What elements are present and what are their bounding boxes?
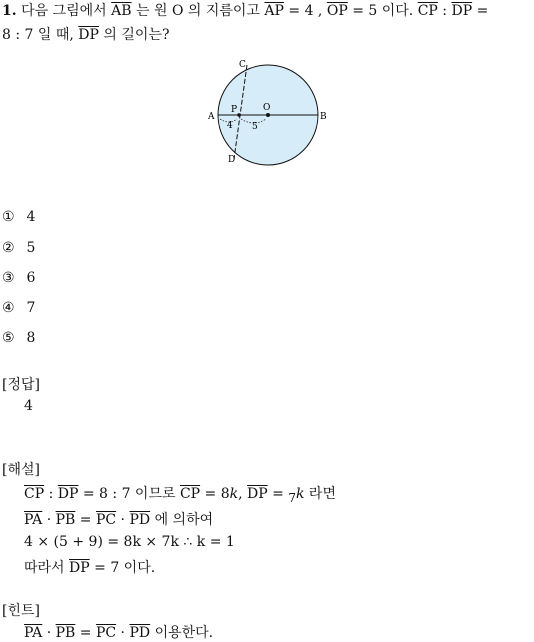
choice-1[interactable]: [2, 209, 35, 225]
choice-value: 6: [26, 270, 36, 286]
hint-text: =: [75, 625, 96, 641]
segment-pa: $\overline{PA}$: [24, 512, 43, 528]
circle-figure: [200, 55, 335, 170]
sol-text: ,: [238, 486, 248, 502]
segment-op: $\overline{OP}$: [326, 3, 348, 19]
sol-text: = 7 이다.: [89, 560, 156, 576]
choice-mark: ⑤: [2, 330, 15, 346]
label-length-4: 4: [227, 121, 233, 131]
segment-pb: $\overline{PB}$: [55, 625, 76, 641]
problem-text: 의 길이는?: [103, 27, 170, 43]
point-o: [266, 113, 270, 117]
segment-pd: $\overline{PD}$: [129, 625, 151, 641]
segment-cp: $\overline{CP}$: [417, 3, 438, 19]
hint-text: ·: [116, 625, 130, 641]
problem-line-2: [2, 24, 169, 44]
segment-dp: $\overline{DP}$: [451, 3, 473, 19]
segment-ab: $\overline{AB}$: [111, 3, 132, 19]
segment-pd: $\overline{PD}$: [129, 512, 151, 528]
answer-value: 4: [24, 398, 33, 414]
solution-line-2: [24, 509, 213, 529]
segment-dp: $\overline{DP}$: [247, 486, 268, 502]
choice-value: 8: [26, 330, 36, 346]
sol-text: 라면: [304, 486, 336, 502]
label-d: D: [228, 155, 236, 165]
choice-mark: ②: [2, 240, 15, 256]
sol-text: = 8: [200, 486, 230, 502]
choice-2[interactable]: [2, 240, 35, 256]
label-a: A: [208, 112, 215, 122]
problem-text: 8 : 7 일 때,: [2, 27, 74, 43]
label-b: B: [320, 112, 327, 122]
sub-7: 7: [288, 490, 296, 505]
label-length-5: 5: [252, 122, 258, 132]
choice-value: 4: [26, 209, 36, 225]
segment-dp: $\overline{DP}$: [57, 486, 79, 502]
sol-text: 에 의하여: [150, 512, 214, 528]
label-o: O: [263, 103, 271, 113]
hint-text: 이용한다.: [150, 625, 214, 641]
sol-text: 따라서: [24, 560, 70, 576]
problem-number: 1.: [2, 3, 17, 19]
choice-4[interactable]: [2, 300, 35, 316]
problem-text: = 4 ,: [288, 3, 323, 19]
segment-pb: $\overline{PB}$: [55, 512, 76, 528]
choice-value: 7: [26, 300, 36, 316]
segment-pa: $\overline{PA}$: [24, 625, 43, 641]
segment-cp: $\overline{CP}$: [179, 486, 201, 502]
solution-heading: [해설]: [2, 462, 40, 478]
label-p: P: [231, 105, 238, 115]
choice-mark: ①: [2, 209, 15, 225]
hint-text: ·: [42, 625, 56, 641]
segment-dp: $\overline{DP}$: [78, 27, 99, 43]
sol-text: = 8 : 7 이므로: [78, 486, 180, 502]
choice-mark: ③: [2, 270, 15, 286]
point-p: [237, 113, 241, 117]
solution-line-1: [24, 483, 336, 505]
label-c: C: [239, 60, 246, 70]
sol-text: =: [75, 512, 96, 528]
segment-pc: $\overline{PC}$: [95, 512, 117, 528]
problem-text: :: [442, 3, 448, 19]
sol-text: ·: [116, 512, 130, 528]
solution-line-4: [24, 557, 155, 577]
problem-text: =: [476, 3, 489, 19]
answer-heading: [정답]: [2, 377, 40, 393]
sol-text: :: [44, 486, 58, 502]
problem-line-1: [2, 0, 488, 20]
segment-pc: $\overline{PC}$: [95, 625, 117, 641]
problem-text: 는 원 O 의 지름이고: [136, 3, 260, 19]
hint-line: [24, 622, 213, 642]
sol-text: ·: [42, 512, 56, 528]
var-k: k: [295, 486, 305, 502]
hint-heading: [힌트]: [2, 603, 40, 619]
sol-text: =: [267, 486, 289, 502]
problem-text: = 5 이다.: [352, 3, 414, 19]
choice-5[interactable]: [2, 330, 35, 346]
problem-text: 다음 그림에서: [21, 3, 107, 19]
choice-3[interactable]: [2, 270, 35, 286]
choice-value: 5: [26, 240, 36, 256]
segment-ap: $\overline{AP}$: [264, 3, 284, 19]
solution-line-3: 4 × (5 + 9) = 8k × 7k ∴ k = 1: [24, 534, 235, 550]
segment-cp: $\overline{CP}$: [24, 486, 45, 502]
var-k: k: [229, 486, 239, 502]
segment-dp: $\overline{DP}$: [69, 560, 90, 576]
choice-mark: ④: [2, 300, 15, 316]
